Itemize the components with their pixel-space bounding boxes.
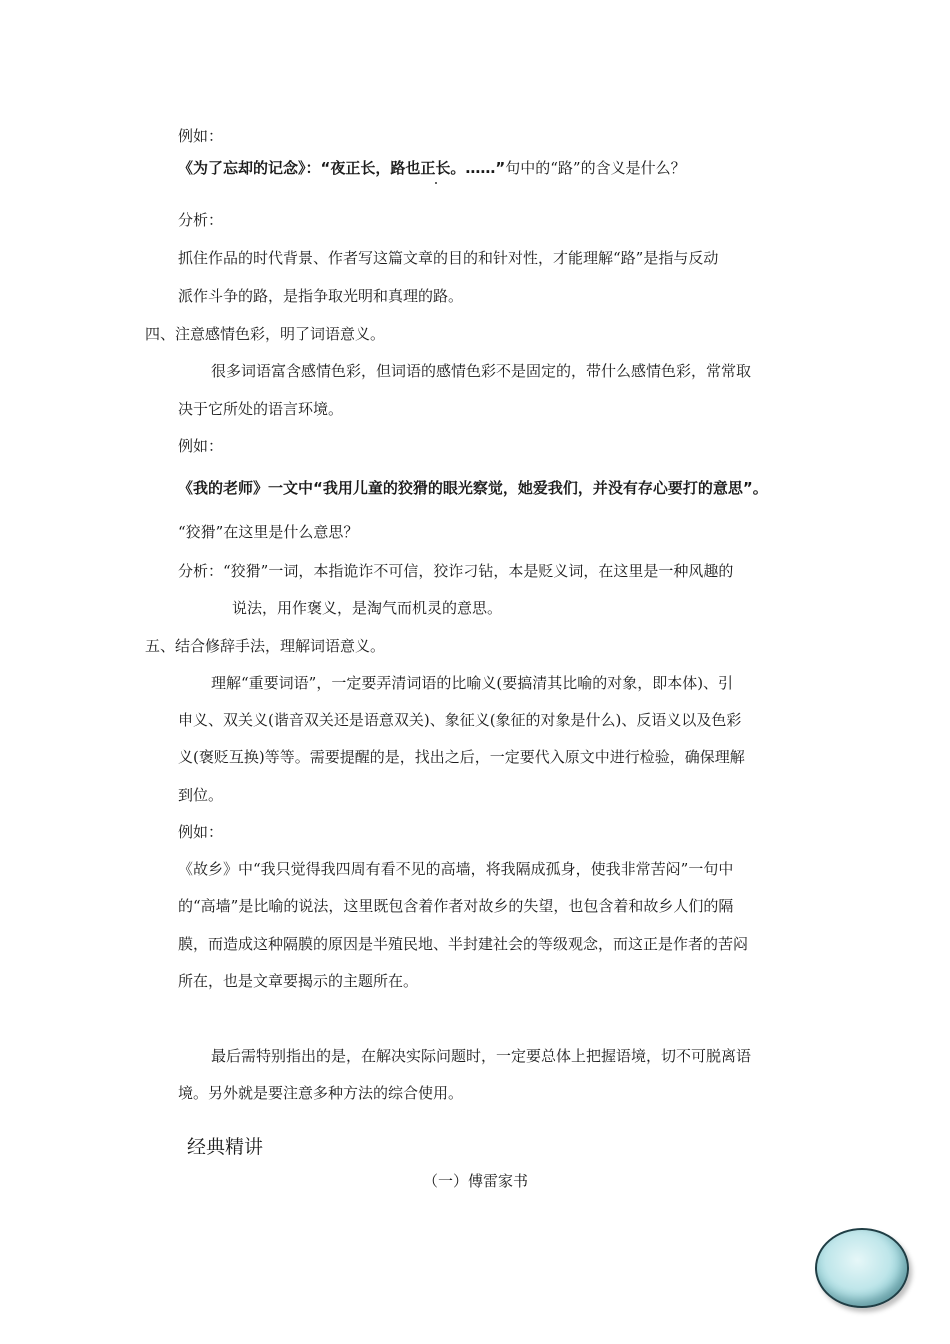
paragraph-line: 派作斗争的路，是指争取光明和真理的路。 bbox=[178, 287, 464, 305]
example-label: 例如： bbox=[178, 437, 224, 455]
example-quote-bold: 《我的老师》一文中“我用儿童的狡猾的眼光察觉，她爱我们，并没有存心要打的意思”。 bbox=[178, 479, 768, 497]
section-heading: 五、结合修辞手法，理解词语意义。 bbox=[145, 637, 386, 655]
analysis-line: 分析：“狡猾”一词，本指诡诈不可信，狡诈刁钻，本是贬义词，在这里是一种风趣的 bbox=[178, 562, 734, 580]
example-label: 例如： bbox=[178, 127, 224, 145]
paragraph-line: 到位。 bbox=[178, 786, 224, 804]
section-title: 经典精讲 bbox=[187, 1136, 264, 1158]
paragraph-line: 境。另外就是要注意多种方法的综合使用。 bbox=[178, 1084, 464, 1102]
paragraph-line: 《故乡》中“我只觉得我四周有看不见的高墙，将我隔成孤身，使我非常苦闷”一句中 bbox=[178, 860, 734, 878]
paragraph-line: 申义、双关义(谐音双关还是语意双关)、象征义(象征的对象是什么)、反语义以及色彩 bbox=[178, 711, 742, 729]
paragraph-line: 的“高墙”是比喻的说法，这里既包含着作者对故乡的失望，也包含着和故乡人们的隔 bbox=[178, 897, 734, 915]
paragraph-line: 最后需特别指出的是，在解决实际问题时，一定要总体上把握语境，切不可脱离语 bbox=[211, 1047, 752, 1065]
paragraph-line: 理解“重要词语”，一定要弄清词语的比喻义(要搞清其比喻的对象，即本体)、引 bbox=[211, 674, 734, 692]
paragraph-line: 膜，而造成这种隔膜的原因是半殖民地、半封建社会的等级观念，而这正是作者的苦闷 bbox=[178, 935, 749, 953]
example-quote-line bbox=[178, 158, 686, 178]
analysis-label: 分析： bbox=[178, 211, 224, 229]
paragraph-line: 很多词语富含感情色彩，但词语的感情色彩不是固定的，带什么感情色彩，常常取 bbox=[211, 362, 752, 380]
analysis-line: 说法，用作褒义，是淘气而机灵的意思。 bbox=[232, 599, 503, 617]
decorative-bubble-icon bbox=[815, 1228, 909, 1308]
paragraph-line: 所在，也是文章要揭示的主题所在。 bbox=[178, 972, 419, 990]
paragraph-line: 义(褒贬互换)等等。需要提醒的是，找出之后，一定要代入原文中进行检验，确保理解 bbox=[178, 748, 745, 766]
paragraph-line: 抓住作品的时代背景、作者写这篇文章的目的和针对性，才能理解“路”是指与反动 bbox=[178, 249, 719, 267]
subsection-title: （一）傅雷家书 bbox=[423, 1172, 529, 1190]
emphasis-dot bbox=[435, 182, 437, 184]
example-question: 句中的“路”的含义是什么？ bbox=[505, 159, 686, 177]
question-line: “狡猾”在这里是什么意思？ bbox=[178, 523, 359, 541]
paragraph-line: 决于它所处的语言环境。 bbox=[178, 400, 344, 418]
example-quote-bold: 《为了忘却的记念》：“夜正长，路也正长。……” bbox=[178, 159, 506, 177]
section-heading: 四、注意感情色彩，明了词语意义。 bbox=[145, 325, 386, 343]
example-label: 例如： bbox=[178, 823, 224, 841]
